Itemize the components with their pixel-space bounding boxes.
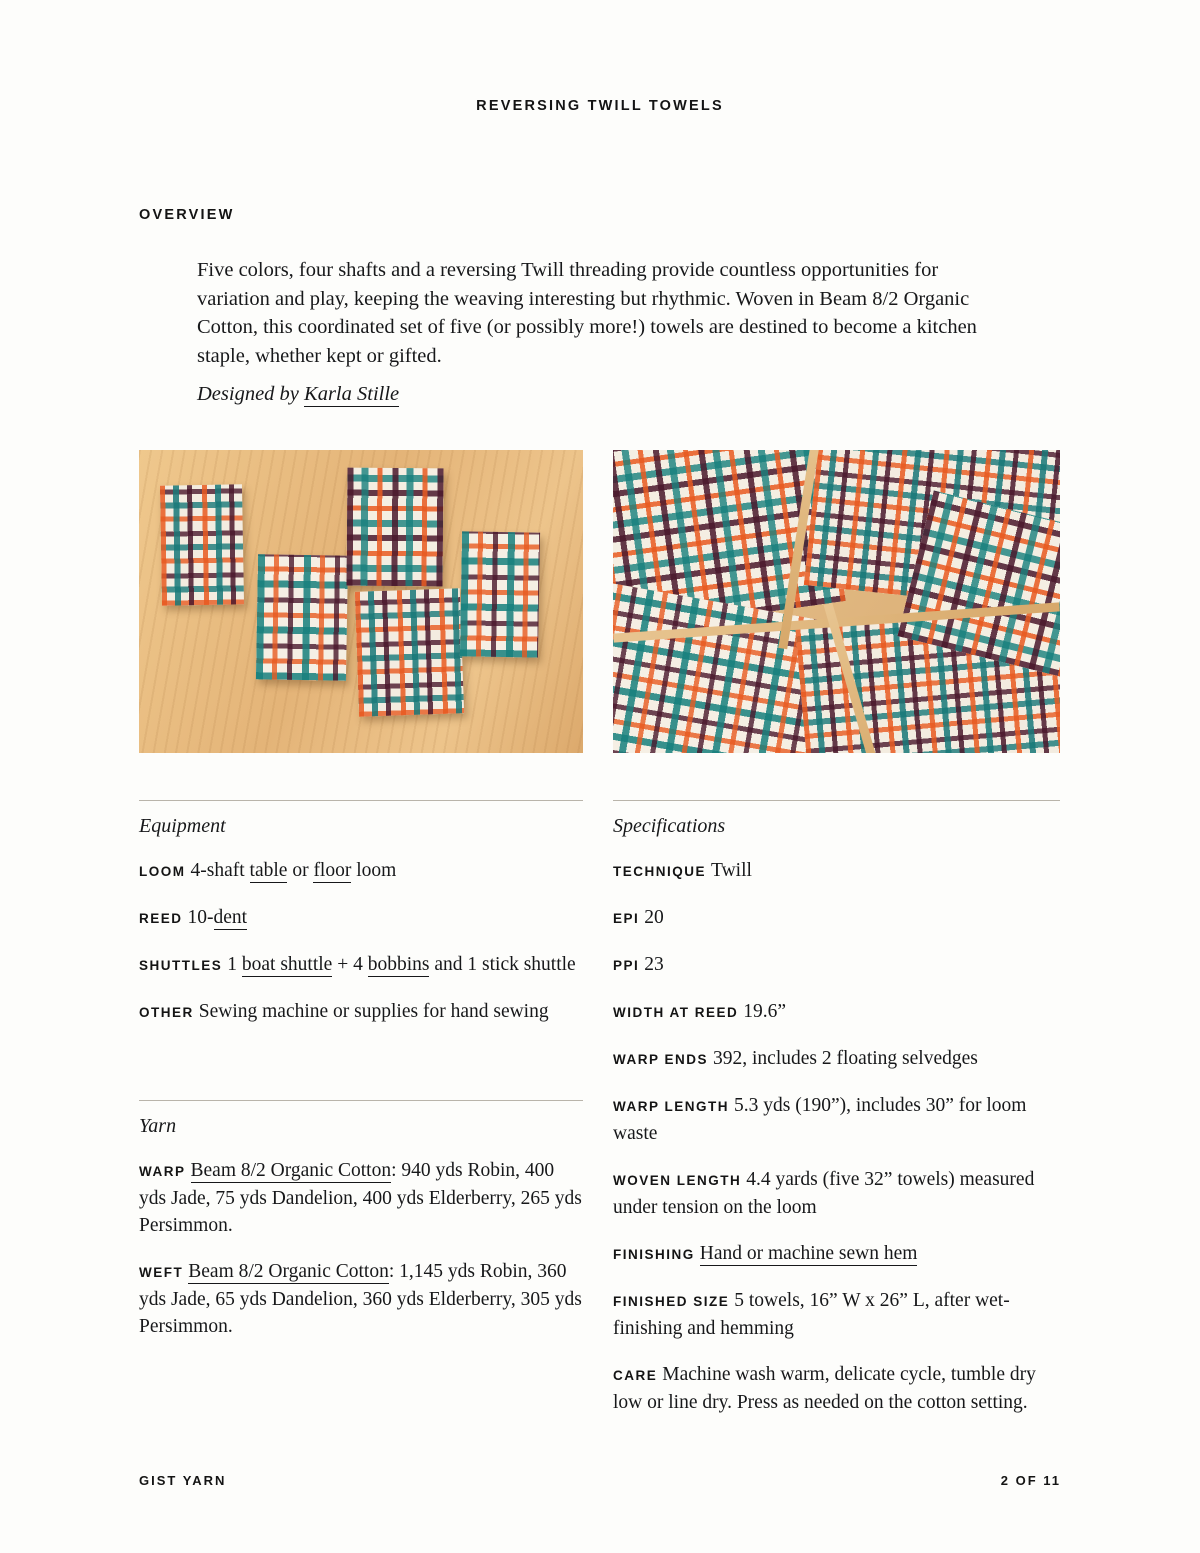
photo-folded-towels [139, 450, 583, 753]
yarn-item-warp [139, 1157, 583, 1239]
designer-link[interactable]: Karla Stille [304, 383, 400, 405]
spec-label-ppi: PPI [613, 958, 640, 973]
designed-by [197, 383, 399, 406]
yarn-value-weft: : 1,145 yds Robin, 360 yds Jade, 65 yds Dandelion, 360 yds Elderberry, 305 yds Persimmon. [139, 1261, 582, 1337]
equipment-item-other [139, 998, 583, 1026]
yarn-link-warp-cotton[interactable]: Beam 8/2 Organic Cotton [190, 1160, 392, 1181]
equipment-link-dent[interactable]: dent [213, 907, 248, 928]
equipment-label-other: OTHER [139, 1005, 194, 1020]
towel-3 [346, 468, 443, 587]
page-title: REVERSING TWILL TOWELS [476, 98, 724, 114]
divider-specifications [613, 800, 1060, 801]
equipment-link-boat-shuttle[interactable]: boat shuttle [241, 954, 333, 975]
spec-value-epi: 20 [644, 907, 664, 928]
yarn-label-warp: WARP [139, 1164, 186, 1179]
spec-value-woven-length: 4.4 yards (five 32” towels) measured under tension on the loom [613, 1169, 1035, 1218]
equipment-value-other: Sewing machine or supplies for hand sewing [198, 1001, 549, 1022]
equipment-link-table[interactable]: table [249, 860, 288, 881]
spec-label-woven-length: WOVEN LENGTH [613, 1173, 742, 1188]
specifications-section [613, 800, 1060, 1416]
spec-value-care: Machine wash warm, delicate cycle, tumble dry low or line dry. Press as needed on the cotton setting. [613, 1364, 1036, 1413]
spec-label-finished-size: FINISHED SIZE [613, 1294, 730, 1309]
equipment-link-bobbins[interactable]: bobbins [367, 954, 430, 975]
divider-equipment [139, 800, 583, 801]
equipment-value-loom-post: loom [351, 860, 397, 881]
overview-paragraph: Five colors, four shafts and a reversing Twill threading provide countless opportunities for variation and play, keeping the weaving interesting but rhythmic. Woven in Beam 8/2 Organic Cotton, this coordinated set of five (or possibly more!) towels are destined to become a kitchen staple, whether kept or gifted. [197, 259, 977, 367]
yarn-link-weft-cotton[interactable]: Beam 8/2 Organic Cotton [188, 1261, 389, 1282]
equipment-value-shuttles-pre: 1 [227, 954, 242, 975]
section-heading-overview: OVERVIEW [139, 207, 235, 223]
equipment-value-shuttles-post: and 1 stick shuttle [429, 954, 576, 975]
equipment-value-loom-pre: 4-shaft [190, 860, 250, 881]
spec-item-warp-ends [613, 1045, 1060, 1073]
spec-link-finishing[interactable]: Hand or machine sewn hem [699, 1243, 918, 1264]
spec-value-finished-size: 5 towels, 16” W x 26” L, after wet-finishing and hemming [613, 1290, 1010, 1339]
spec-label-care: CARE [613, 1368, 658, 1383]
yarn-title: Yarn [139, 1115, 177, 1137]
spec-item-finished-size [613, 1287, 1060, 1342]
spec-item-technique [613, 857, 1060, 885]
spec-label-warp-length: WARP LENGTH [613, 1099, 730, 1114]
yarn-label-weft: WEFT [139, 1265, 184, 1280]
spec-label-technique: TECHNIQUE [613, 864, 707, 879]
spec-item-care [613, 1361, 1060, 1416]
spec-label-warp-ends: WARP ENDS [613, 1052, 709, 1067]
equipment-title: Equipment [139, 815, 226, 837]
specifications-title: Specifications [613, 815, 726, 837]
photo-towel-detail [613, 450, 1060, 753]
spec-value-width-at-reed: 19.6” [743, 1001, 787, 1022]
towel-2 [256, 554, 348, 681]
equipment-link-floor[interactable]: floor [313, 860, 352, 881]
towel-5 [460, 531, 540, 657]
yarn-value-warp: : 940 yds Robin, 400 yds Jade, 75 yds Dandelion, 400 yds Elderberry, 265 yds Persimmon. [139, 1160, 582, 1236]
designed-by-label: Designed by [197, 383, 299, 405]
spec-item-woven-length [613, 1166, 1060, 1221]
spec-item-epi [613, 904, 1060, 932]
footer-page-number: 2 OF 11 [1000, 1473, 1061, 1488]
equipment-label-shuttles: SHUTTLES [139, 958, 223, 973]
spec-label-width-at-reed: WIDTH AT REED [613, 1005, 739, 1020]
yarn-section [139, 1100, 583, 1340]
equipment-label-loom: LOOM [139, 864, 186, 879]
spec-item-width-at-reed [613, 998, 1060, 1026]
equipment-section [139, 800, 583, 1026]
equipment-label-reed: REED [139, 911, 183, 926]
spec-item-finishing [613, 1240, 1060, 1268]
spec-value-warp-ends: 392, includes 2 floating selvedges [713, 1048, 978, 1069]
spec-value-ppi: 23 [644, 954, 664, 975]
spec-label-finishing: FINISHING [613, 1247, 695, 1262]
footer-brand: GIST YARN [139, 1473, 227, 1488]
towel-1 [160, 484, 244, 605]
equipment-item-loom [139, 857, 583, 885]
spec-label-epi: EPI [613, 911, 640, 926]
equipment-value-shuttles-mid: + 4 [332, 954, 368, 975]
divider-yarn [139, 1100, 583, 1101]
towel-4 [355, 588, 464, 717]
spec-item-warp-length [613, 1092, 1060, 1147]
equipment-item-reed [139, 904, 583, 932]
equipment-item-shuttles [139, 951, 583, 979]
spec-item-ppi [613, 951, 1060, 979]
equipment-value-loom-mid: or [287, 860, 314, 881]
spec-value-warp-length: 5.3 yds (190”), includes 30” for loom waste [613, 1095, 1027, 1144]
spec-value-technique: Twill [711, 860, 752, 881]
yarn-item-weft [139, 1258, 583, 1340]
equipment-value-reed-pre: 10- [187, 907, 214, 928]
